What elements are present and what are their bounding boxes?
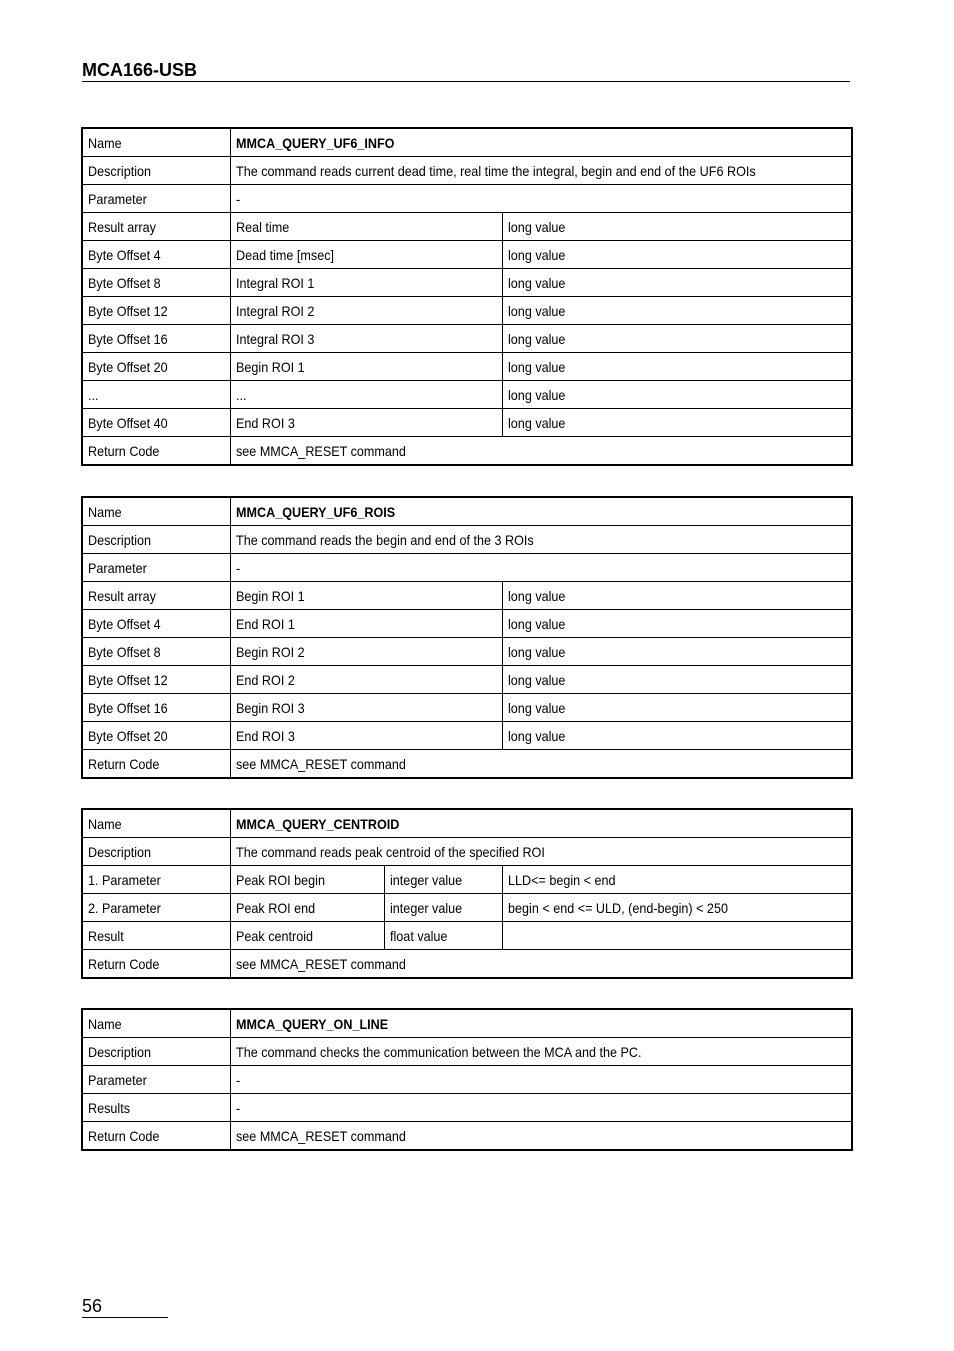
- table-cell: Begin ROI 1: [230, 353, 502, 381]
- command-table-centroid: [81, 808, 853, 979]
- table-row: [82, 409, 852, 437]
- page-footer: [82, 1296, 168, 1318]
- table-row: [82, 610, 852, 638]
- table-cell: Byte Offset 4: [82, 610, 230, 638]
- table-cell: long value: [502, 638, 852, 666]
- table-row: [82, 1066, 852, 1094]
- table-cell: long value: [502, 297, 852, 325]
- table-cell: long value: [502, 582, 852, 610]
- command-name: MMCA_QUERY_CENTROID: [230, 809, 852, 838]
- table-cell: Peak centroid: [230, 922, 384, 950]
- table-cell: long value: [502, 381, 852, 409]
- table-row: [82, 497, 852, 526]
- table-row: [82, 185, 852, 213]
- results-label: Results: [82, 1094, 230, 1122]
- table-cell: End ROI 3: [230, 722, 502, 750]
- table-row: [82, 381, 852, 409]
- table-row: [82, 638, 852, 666]
- table-row: [82, 750, 852, 779]
- description-label: Description: [82, 1038, 230, 1066]
- table-row: [82, 1038, 852, 1066]
- table-row: [82, 241, 852, 269]
- table-cell: 2. Parameter: [82, 894, 230, 922]
- table-row: [82, 582, 852, 610]
- return-code-label: Return Code: [82, 1122, 230, 1151]
- table-cell: ...: [82, 381, 230, 409]
- table-cell: ...: [230, 381, 502, 409]
- table-row: [82, 353, 852, 381]
- table-cell: Result: [82, 922, 230, 950]
- table-row: [82, 922, 852, 950]
- table-cell: Byte Offset 8: [82, 269, 230, 297]
- table-cell: float value: [384, 922, 502, 950]
- name-label: Name: [82, 128, 230, 157]
- table-row: [82, 950, 852, 979]
- table-cell: long value: [502, 241, 852, 269]
- table-cell: integer value: [384, 894, 502, 922]
- table-cell: long value: [502, 269, 852, 297]
- table-row: [82, 297, 852, 325]
- table-cell: Byte Offset 20: [82, 722, 230, 750]
- table-row: [82, 866, 852, 894]
- table-cell: long value: [502, 325, 852, 353]
- description-label: Description: [82, 157, 230, 185]
- table-cell: LLD<= begin < end: [502, 866, 852, 894]
- description-value: The command reads the begin and end of the 3 ROIs: [230, 526, 852, 554]
- table-row: [82, 894, 852, 922]
- table-cell: 1. Parameter: [82, 866, 230, 894]
- table-cell: Peak ROI end: [230, 894, 384, 922]
- table-cell: Byte Offset 4: [82, 241, 230, 269]
- command-table-on-line: [81, 1008, 853, 1151]
- table-cell: Dead time [msec]: [230, 241, 502, 269]
- table-row: [82, 838, 852, 866]
- return-code-value: see MMCA_RESET command: [230, 750, 852, 779]
- table-cell: Result array: [82, 582, 230, 610]
- table-row: [82, 437, 852, 466]
- description-label: Description: [82, 526, 230, 554]
- table-row: [82, 694, 852, 722]
- table-cell: Result array: [82, 213, 230, 241]
- table-cell: Integral ROI 1: [230, 269, 502, 297]
- table-cell: long value: [502, 694, 852, 722]
- name-label: Name: [82, 1009, 230, 1038]
- name-label: Name: [82, 809, 230, 838]
- table-cell: Peak ROI begin: [230, 866, 384, 894]
- table-row: [82, 269, 852, 297]
- table-row: [82, 1094, 852, 1122]
- return-code-label: Return Code: [82, 437, 230, 466]
- return-code-label: Return Code: [82, 750, 230, 779]
- parameter-value: -: [230, 1066, 852, 1094]
- table-cell: End ROI 2: [230, 666, 502, 694]
- table-cell: Begin ROI 1: [230, 582, 502, 610]
- table-cell: Real time: [230, 213, 502, 241]
- table-cell: Integral ROI 3: [230, 325, 502, 353]
- page-header: [82, 59, 850, 82]
- table-cell: Byte Offset 12: [82, 297, 230, 325]
- table-row: [82, 722, 852, 750]
- table-cell: integer value: [384, 866, 502, 894]
- table-cell: Byte Offset 16: [82, 694, 230, 722]
- description-value: The command reads peak centroid of the specified ROI: [230, 838, 852, 866]
- parameter-value: -: [230, 554, 852, 582]
- table-cell: Byte Offset 16: [82, 325, 230, 353]
- table-row: [82, 1122, 852, 1151]
- table-row: [82, 809, 852, 838]
- command-table-uf6-rois: [81, 496, 853, 779]
- table-cell: [502, 922, 852, 950]
- description-label: Description: [82, 838, 230, 866]
- results-value: -: [230, 1094, 852, 1122]
- table-row: [82, 554, 852, 582]
- table-cell: long value: [502, 409, 852, 437]
- command-table-uf6-info: [81, 127, 853, 466]
- table-cell: long value: [502, 610, 852, 638]
- document-title: MCA166-USB: [82, 60, 198, 80]
- command-name: MMCA_QUERY_ON_LINE: [230, 1009, 852, 1038]
- table-cell: Byte Offset 20: [82, 353, 230, 381]
- description-value: The command reads current dead time, real time the integral, begin and end of the UF6 ROIs: [230, 157, 852, 185]
- return-code-label: Return Code: [82, 950, 230, 979]
- table-row: [82, 128, 852, 157]
- table-cell: long value: [502, 353, 852, 381]
- table-cell: End ROI 1: [230, 610, 502, 638]
- table-cell: Begin ROI 3: [230, 694, 502, 722]
- table-cell: begin < end <= ULD, (end-begin) < 250: [502, 894, 852, 922]
- table-row: [82, 213, 852, 241]
- table-cell: long value: [502, 666, 852, 694]
- return-code-value: see MMCA_RESET command: [230, 437, 852, 466]
- table-cell: long value: [502, 722, 852, 750]
- table-row: [82, 325, 852, 353]
- table-cell: Byte Offset 40: [82, 409, 230, 437]
- table-cell: End ROI 3: [230, 409, 502, 437]
- parameter-label: Parameter: [82, 1066, 230, 1094]
- table-cell: Byte Offset 8: [82, 638, 230, 666]
- name-label: Name: [82, 497, 230, 526]
- description-value: The command checks the communication between the MCA and the PC.: [230, 1038, 852, 1066]
- parameter-value: -: [230, 185, 852, 213]
- command-name: MMCA_QUERY_UF6_ROIS: [230, 497, 852, 526]
- table-row: [82, 526, 852, 554]
- return-code-value: see MMCA_RESET command: [230, 950, 852, 979]
- parameter-label: Parameter: [82, 554, 230, 582]
- page-number: 56: [82, 1296, 103, 1316]
- parameter-label: Parameter: [82, 185, 230, 213]
- table-cell: Begin ROI 2: [230, 638, 502, 666]
- table-cell: Integral ROI 2: [230, 297, 502, 325]
- table-cell: Byte Offset 12: [82, 666, 230, 694]
- table-row: [82, 157, 852, 185]
- table-row: [82, 666, 852, 694]
- table-cell: long value: [502, 213, 852, 241]
- command-name: MMCA_QUERY_UF6_INFO: [230, 128, 852, 157]
- return-code-value: see MMCA_RESET command: [230, 1122, 852, 1151]
- table-row: [82, 1009, 852, 1038]
